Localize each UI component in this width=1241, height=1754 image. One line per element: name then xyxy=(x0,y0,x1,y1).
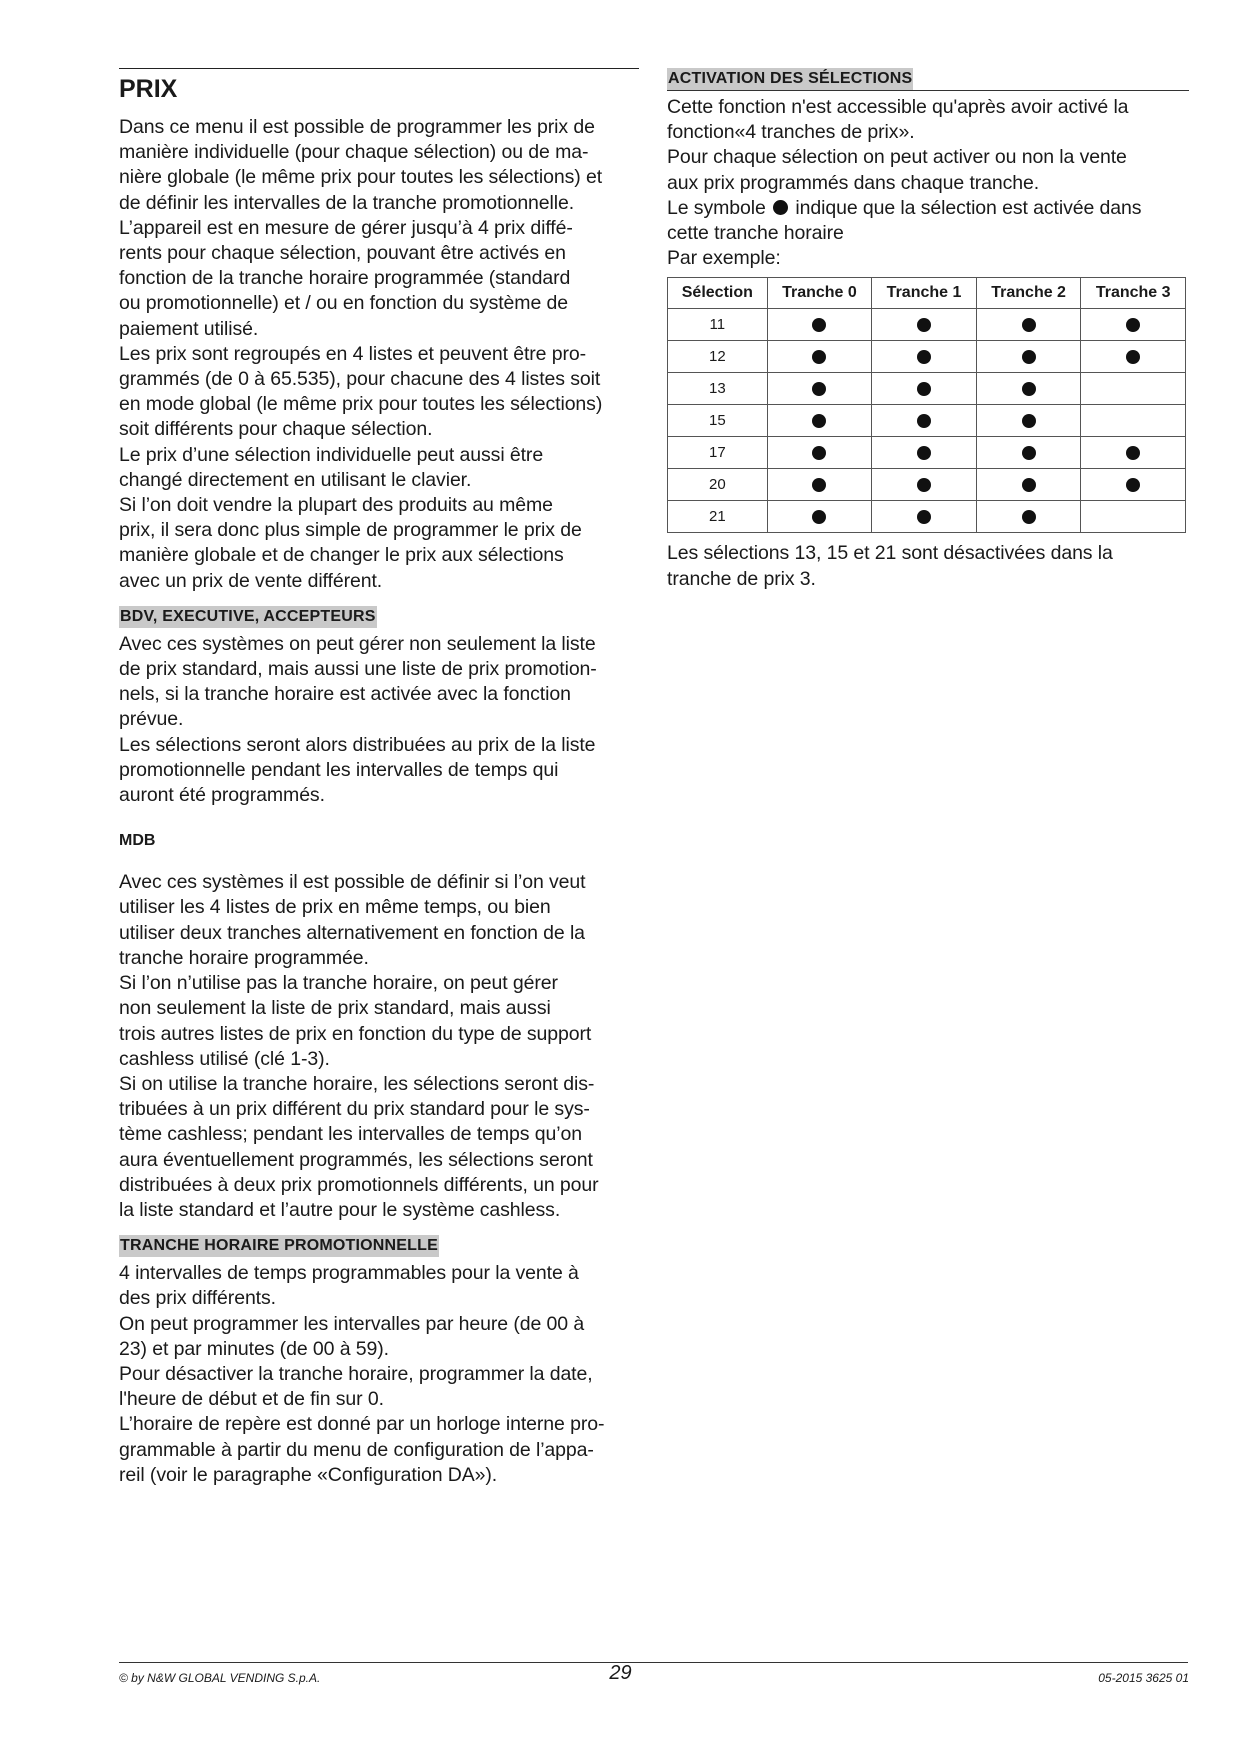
selection-number: 15 xyxy=(668,405,768,437)
symbol-prefix: Le symbole xyxy=(667,196,766,219)
tranche-cell xyxy=(767,437,872,469)
text-line: manière individuelle (pour chaque sélection) ou de ma- xyxy=(119,141,589,164)
text-line: Avec ces systèmes on peut gérer non seulement la liste xyxy=(119,632,596,655)
table-row xyxy=(668,373,1186,405)
footer-copyright: © by N&W GLOBAL VENDING S.p.A. xyxy=(119,1671,321,1685)
text-line: changé directement en utilisant le clavier. xyxy=(119,468,472,491)
text-line: utiliser les 4 listes de prix en même temps, ou bien xyxy=(119,896,551,919)
mdb-text xyxy=(119,870,639,1223)
selection-number: 12 xyxy=(668,341,768,373)
active-dot-icon xyxy=(917,382,931,396)
text-line: non seulement la liste de prix standard, mais aussi xyxy=(119,997,551,1020)
tranche-cell xyxy=(767,373,872,405)
active-dot-icon xyxy=(812,446,826,460)
active-dot-icon xyxy=(812,510,826,524)
text-line: Les sélections 13, 15 et 21 sont désactivées dans la xyxy=(667,542,1113,565)
table-row xyxy=(668,309,1186,341)
text-line: Cette fonction n'est accessible qu'après avoir activé la xyxy=(667,96,1129,118)
text-line: cashless utilisé (clé 1-3). xyxy=(119,1047,330,1070)
text-line: utiliser deux tranches alternativement en fonction de la xyxy=(119,921,585,944)
text-line: l'heure de début et de fin sur 0. xyxy=(119,1388,384,1411)
table-row xyxy=(668,469,1186,501)
active-dot-icon xyxy=(917,350,931,364)
text-line: Pour désactiver la tranche horaire, programmer la date, xyxy=(119,1362,593,1385)
tranche-cell xyxy=(976,373,1081,405)
tranche-cell xyxy=(976,437,1081,469)
text-line: fonction«4 tranches de prix». xyxy=(667,121,915,144)
bdv-heading-wrap xyxy=(119,606,639,628)
table-row xyxy=(668,405,1186,437)
text-line: 4 intervalles de temps programmables pour la vente à xyxy=(119,1262,579,1285)
tranche-cell xyxy=(767,469,872,501)
text-line: Dans ce menu il est possible de programmer les prix de xyxy=(119,116,595,138)
tranche-cell xyxy=(1081,341,1186,373)
selection-number: 21 xyxy=(668,501,768,533)
active-dot-icon xyxy=(812,478,826,492)
selection-number: 20 xyxy=(668,469,768,501)
text-line: la liste standard et l’autre pour le système cashless. xyxy=(119,1198,561,1221)
text-line: tranche de prix 3. xyxy=(667,567,816,590)
table-header-cell: Tranche 2 xyxy=(976,278,1081,309)
table-header-cell: Sélection xyxy=(668,278,768,309)
text-line: L’appareil est en mesure de gérer jusqu’à 4 prix diffé- xyxy=(119,216,573,239)
tranche-cell xyxy=(767,501,872,533)
active-dot-icon xyxy=(917,414,931,428)
text-line: fonction de la tranche horaire programmée (standard xyxy=(119,267,571,290)
text-line: promotionnelle pendant les intervalles de temps qui xyxy=(119,758,559,781)
text-line: des prix différents. xyxy=(119,1287,276,1310)
active-dot-icon xyxy=(1126,478,1140,492)
tranche-cell xyxy=(767,405,872,437)
active-dot-icon xyxy=(917,510,931,524)
tranche-cell xyxy=(872,437,977,469)
selection-table xyxy=(667,277,1186,533)
text-line: tème cashless; pendant les intervalles de temps qu’on xyxy=(119,1123,582,1146)
text-line: nels, si la tranche horaire est activée avec la fonction xyxy=(119,683,571,706)
text-line: Si l’on doit vendre la plupart des produits au même xyxy=(119,494,553,517)
after-table-text xyxy=(667,541,1189,591)
bdv-text xyxy=(119,632,639,808)
activation-text-2 xyxy=(667,221,1189,271)
text-line: prévue. xyxy=(119,708,184,731)
text-line: tribuées à un prix différent du prix standard pour le sys- xyxy=(119,1098,590,1121)
text-line: aura éventuellement programmés, les sélections seront xyxy=(119,1148,593,1171)
text-line: de prix standard, mais aussi une liste de prix promotion- xyxy=(119,658,597,681)
active-dot-icon xyxy=(1022,350,1036,364)
tranche-cell xyxy=(872,405,977,437)
active-dot-icon xyxy=(812,382,826,396)
symbol-suffix: indique que la sélection est activée dans xyxy=(795,196,1142,219)
text-line: Par exemple: xyxy=(667,247,781,270)
tranche-text xyxy=(119,1261,639,1488)
tranche-cell xyxy=(1081,437,1186,469)
text-line: soit différents pour chaque sélection. xyxy=(119,418,433,441)
active-dot-icon xyxy=(917,318,931,332)
table-header-cell: Tranche 1 xyxy=(872,278,977,309)
filled-circle-icon xyxy=(773,200,788,215)
mdb-heading-wrap xyxy=(119,830,639,852)
tranche-heading: TRANCHE HORAIRE PROMOTIONNELLE xyxy=(119,1235,439,1257)
selection-number: 11 xyxy=(668,309,768,341)
selection-number: 13 xyxy=(668,373,768,405)
tranche-cell xyxy=(872,373,977,405)
text-line: cette tranche horaire xyxy=(667,222,844,245)
page-title: PRIX xyxy=(119,68,639,103)
text-line: reil (voir le paragraphe «Configuration DA»). xyxy=(119,1463,498,1486)
tranche-heading-wrap xyxy=(119,1235,639,1257)
text-line: Les sélections seront alors distribuées au prix de la liste xyxy=(119,733,596,756)
text-line: nière globale (le même prix pour toutes les sélections) et xyxy=(119,166,603,189)
table-body xyxy=(668,309,1186,533)
tranche-cell xyxy=(1081,309,1186,341)
text-line: Si l’on n’utilise pas la tranche horaire, on peut gérer xyxy=(119,972,558,995)
text-line: L’horaire de repère est donné par un horloge interne pro- xyxy=(119,1413,605,1436)
text-line: de définir les intervalles de la tranche promotionnelle. xyxy=(119,191,575,214)
active-dot-icon xyxy=(812,318,826,332)
text-line: Si on utilise la tranche horaire, les sélections seront dis- xyxy=(119,1072,595,1095)
active-dot-icon xyxy=(1022,478,1036,492)
text-line: Avec ces systèmes il est possible de définir si l’on veut xyxy=(119,871,586,894)
active-dot-icon xyxy=(1022,318,1036,332)
table-header-cell: Tranche 3 xyxy=(1081,278,1186,309)
table-row xyxy=(668,501,1186,533)
active-dot-icon xyxy=(1126,446,1140,460)
tranche-cell xyxy=(1081,405,1186,437)
text-line: On peut programmer les intervalles par heure (de 00 à xyxy=(119,1312,585,1335)
text-line: trois autres listes de prix en fonction du type de support xyxy=(119,1022,592,1045)
right-column xyxy=(667,68,1189,592)
active-dot-icon xyxy=(1022,446,1036,460)
table-row xyxy=(668,341,1186,373)
text-line: Les prix sont regroupés en 4 listes et peuvent être pro- xyxy=(119,342,586,365)
active-dot-icon xyxy=(1126,318,1140,332)
tranche-cell xyxy=(1081,373,1186,405)
text-line: tranche horaire programmée. xyxy=(119,946,369,969)
tranche-cell xyxy=(976,309,1081,341)
intro-text xyxy=(119,115,639,594)
symbol-line xyxy=(667,196,1189,221)
table-header-row xyxy=(668,278,1186,309)
tranche-cell xyxy=(976,341,1081,373)
tranche-cell xyxy=(1081,469,1186,501)
mdb-heading: MDB xyxy=(119,832,156,850)
bdv-heading: BDV, EXECUTIVE, ACCEPTEURS xyxy=(119,606,377,628)
tranche-cell xyxy=(976,469,1081,501)
text-line: auront été programmés. xyxy=(119,784,325,807)
active-dot-icon xyxy=(812,350,826,364)
active-dot-icon xyxy=(917,446,931,460)
active-dot-icon xyxy=(1022,382,1036,396)
tranche-cell xyxy=(767,341,872,373)
text-line: prix, il sera donc plus simple de programmer le prix de xyxy=(119,519,582,542)
tranche-cell xyxy=(872,469,977,501)
text-line: manière globale et de changer le prix aux sélections xyxy=(119,544,564,567)
footer-doc-code: 05-2015 3625 01 xyxy=(1098,1671,1189,1685)
selection-number: 17 xyxy=(668,437,768,469)
text-line: Le prix d’une sélection individuelle peut aussi être xyxy=(119,443,544,466)
text-line: distribuées à deux prix promotionnels différents, un pour xyxy=(119,1173,599,1196)
active-dot-icon xyxy=(812,414,826,428)
text-line: Pour chaque sélection on peut activer ou non la vente xyxy=(667,146,1127,169)
tranche-cell xyxy=(872,309,977,341)
active-dot-icon xyxy=(1126,350,1140,364)
activation-heading-wrap xyxy=(667,68,1189,91)
tranche-cell xyxy=(872,501,977,533)
text-line: paiement utilisé. xyxy=(119,317,259,340)
text-line: grammable à partir du menu de configuration de l’appa- xyxy=(119,1438,594,1461)
tranche-cell xyxy=(767,309,872,341)
tranche-cell xyxy=(976,405,1081,437)
activation-heading: ACTIVATION DES SÉLECTIONS xyxy=(667,68,913,90)
text-line: en mode global (le même prix pour toutes les sélections) xyxy=(119,393,603,416)
text-line: 23) et par minutes (de 00 à 59). xyxy=(119,1337,389,1360)
page-number: 29 xyxy=(609,1662,632,1684)
text-line: aux prix programmés dans chaque tranche. xyxy=(667,171,1040,194)
table-header-cell: Tranche 0 xyxy=(767,278,872,309)
activation-text-1 xyxy=(667,95,1189,196)
text-line: rents pour chaque sélection, pouvant être activés en xyxy=(119,242,566,265)
tranche-cell xyxy=(976,501,1081,533)
active-dot-icon xyxy=(917,478,931,492)
tranche-cell xyxy=(872,341,977,373)
active-dot-icon xyxy=(1022,414,1036,428)
text-line: grammés (de 0 à 65.535), pour chacune des 4 listes soit xyxy=(119,368,601,391)
left-column xyxy=(119,68,639,1488)
text-line: avec un prix de vente différent. xyxy=(119,569,383,592)
active-dot-icon xyxy=(1022,510,1036,524)
tranche-cell xyxy=(1081,501,1186,533)
table-row xyxy=(668,437,1186,469)
text-line: ou promotionnelle) et / ou en fonction du système de xyxy=(119,292,568,315)
